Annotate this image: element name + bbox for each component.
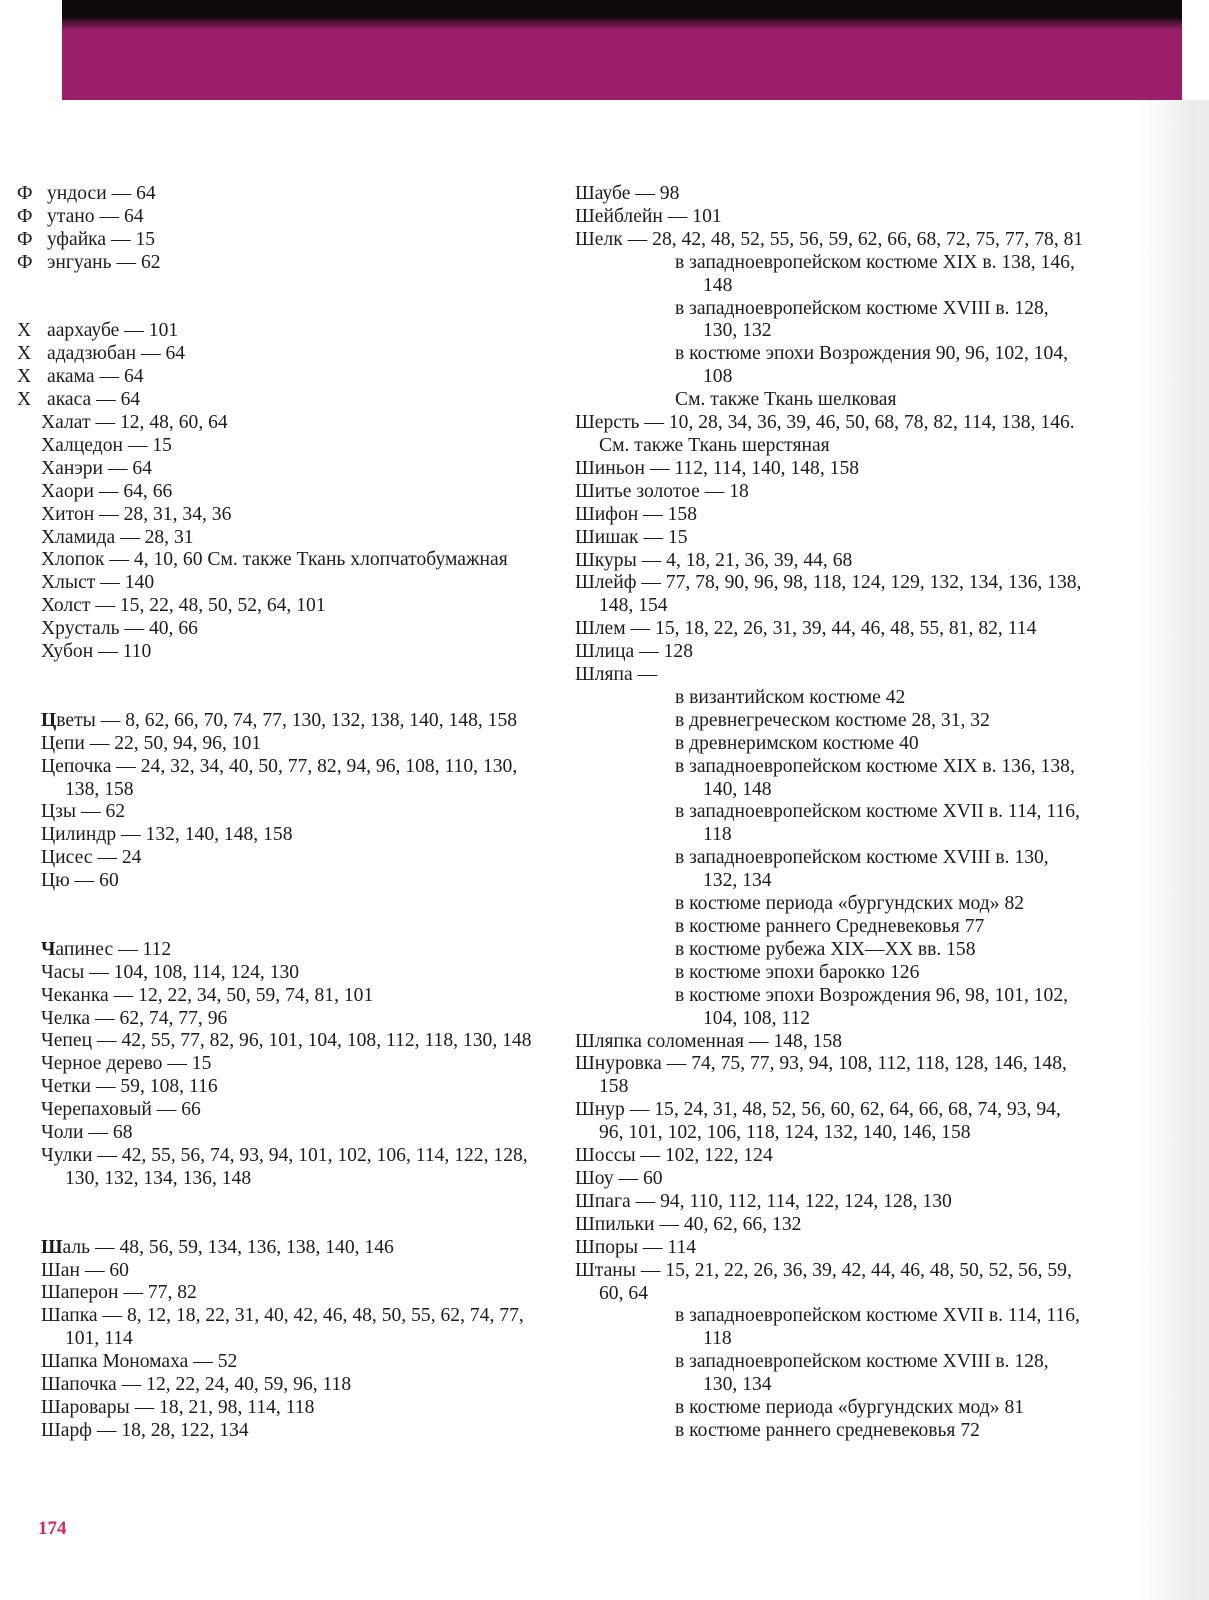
- letter-section-gap: [41, 664, 551, 710]
- index-subentry: в западноевропейском костюме XVII в. 114, 116, 118: [675, 801, 1080, 846]
- index-entry: Шпага — 94, 110, 112, 114, 122, 124, 128, 130: [575, 1190, 952, 1212]
- index-entry: Цветы — 8, 62, 66, 70, 74, 77, 130, 132, 138, 140, 148, 158: [41, 709, 518, 731]
- letter-section-gap: [41, 275, 551, 321]
- index-entry: Цисес — 24: [41, 847, 142, 869]
- letter-section-gap: [41, 1191, 551, 1237]
- letter-section-gap: [41, 893, 551, 939]
- index-entry: Чапинес — 112: [41, 938, 172, 960]
- index-subentry: в западноевропейском костюме XVIII в. 128, 130, 134: [675, 1351, 1049, 1396]
- index-entry: Шаубе — 98: [575, 183, 680, 204]
- index-entry: Х акаса — 64: [17, 389, 141, 411]
- index-entry: Штаны — 15, 21, 22, 26, 36, 39, 42, 44, 46, 48, 50, 52, 56, 59, 60, 64: [575, 1259, 1072, 1304]
- index-entry: Челка — 62, 74, 77, 96: [41, 1007, 228, 1029]
- index-entry: Шляпа —: [575, 664, 658, 686]
- index-subentry: в западноевропейском костюме XVIII в. 130, 132, 134: [675, 847, 1049, 892]
- index-entry: Холст — 15, 22, 48, 50, 52, 64, 101: [41, 595, 326, 617]
- index-entry: Шарф — 18, 28, 122, 134: [41, 1419, 249, 1441]
- index-entry: Чоли — 68: [41, 1122, 133, 1144]
- index-entry: Шкуры — 4, 18, 21, 36, 39, 44, 68: [575, 549, 853, 571]
- index-entry: Хлыст — 140: [41, 572, 155, 594]
- index-entry: Хубон — 110: [41, 641, 152, 663]
- index-entry: Черное дерево — 15: [41, 1053, 212, 1075]
- index-entry: Хитон — 28, 31, 34, 36: [41, 503, 232, 525]
- index-entry: Цилиндр — 132, 140, 148, 158: [41, 824, 293, 846]
- index-entry: Шитье золотое — 18: [575, 480, 749, 502]
- index-entry: Шнур — 15, 24, 31, 48, 52, 56, 60, 62, 64, 66, 68, 74, 93, 94, 96, 101, 102, 106, 118, 124, 132, 140, 146, 158: [575, 1099, 1061, 1144]
- index-column-right: [575, 183, 1085, 1443]
- index-entry: Шлейф — 77, 78, 90, 96, 98, 118, 124, 129, 132, 134, 136, 138, 148, 154: [575, 572, 1082, 617]
- index-entry: Четки — 59, 108, 116: [41, 1076, 218, 1098]
- index-entry: Шерсть — 10, 28, 34, 36, 39, 46, 50, 68, 78, 82, 114, 138, 146. См. также Ткань шерстяная: [575, 412, 1075, 456]
- index-entry: Ф ундоси — 64: [17, 183, 156, 204]
- index-entry: Шоссы — 102, 122, 124: [575, 1145, 773, 1167]
- index-subentry: в древнегреческом костюме 28, 31, 32: [675, 709, 990, 731]
- index-entry: Шлем — 15, 18, 22, 26, 31, 39, 44, 46, 48, 55, 81, 82, 114: [575, 618, 1037, 640]
- index-subentry: См. также Ткань шелковая: [675, 389, 897, 411]
- index-entry: Шишак — 15: [575, 526, 688, 548]
- index-entry: Шнуровка — 74, 75, 77, 93, 94, 108, 112, 118, 128, 146, 148, 158: [575, 1053, 1067, 1098]
- index-entry: Ханэри — 64: [41, 457, 153, 479]
- index-entry: Х аархаубе — 101: [17, 320, 179, 342]
- index-entry: Шаперон — 77, 82: [41, 1282, 197, 1304]
- index-entry: Цю — 60: [41, 870, 119, 892]
- index-entry: Х ададзюбан — 64: [17, 343, 186, 365]
- index-subentry: в костюме эпохи Возрождения 96, 98, 101, 102, 104, 108, 112: [675, 984, 1069, 1029]
- index-entry: Шпильки — 40, 62, 66, 132: [575, 1213, 802, 1235]
- index-subentry: в костюме периода «бургундских мод» 81: [675, 1397, 1025, 1419]
- index-subentry: в западноевропейском костюме XIX в. 138, 146, 148: [675, 251, 1075, 296]
- index-entry: Хлопок — 4, 10, 60 См. также Ткань хлопчатобумажная: [41, 549, 508, 571]
- index-entry: Шиньон — 112, 114, 140, 148, 158: [575, 457, 860, 479]
- index-entry: Шапка Мономаха — 52: [41, 1351, 238, 1373]
- index-subentry: в костюме рубежа XIX—XX вв. 158: [675, 938, 976, 960]
- index-entry: Хламида — 28, 31: [41, 526, 194, 548]
- index-column-left: [17, 183, 551, 1443]
- index-subentry: в костюме эпохи барокко 126: [675, 961, 920, 983]
- index-subentry: в костюме эпохи Возрождения 90, 96, 102, 104, 108: [675, 343, 1069, 388]
- index-entry: Цепи — 22, 50, 94, 96, 101: [41, 732, 262, 754]
- index-entry: Ф энгуань — 62: [17, 251, 161, 273]
- index-entry: Шапка — 8, 12, 18, 22, 31, 40, 42, 46, 48, 50, 55, 62, 74, 77, 101, 114: [41, 1305, 524, 1350]
- index-entry: Халат — 12, 48, 60, 64: [41, 412, 228, 434]
- index-entry: Часы — 104, 108, 114, 124, 130: [41, 961, 300, 983]
- index-entry: Цепочка — 24, 32, 34, 40, 50, 77, 82, 94, 96, 108, 110, 130, 138, 158: [41, 755, 518, 800]
- page-number: 174: [38, 1518, 67, 1539]
- index-entry: Шляпка соломенная — 148, 158: [575, 1030, 843, 1052]
- index-entry: Шлица — 128: [575, 641, 693, 663]
- page-edge-shadow: [1137, 100, 1209, 1600]
- index-entry: Шейблейн — 101: [575, 205, 722, 227]
- index-entry: Шифон — 158: [575, 503, 698, 525]
- index-subentry: в древнеримском костюме 40: [675, 732, 919, 754]
- index-entry: Хрусталь — 40, 66: [41, 618, 198, 640]
- index-entry: Ф утано — 64: [17, 205, 144, 227]
- index-entry: Черепаховый — 66: [41, 1099, 201, 1121]
- index-subentry: в западноевропейском костюме XIX в. 136, 138, 140, 148: [675, 755, 1075, 800]
- index-entry: Шаровары — 18, 21, 98, 114, 118: [41, 1396, 315, 1418]
- index-subentry: в западноевропейском костюме XVII в. 114, 116, 118: [675, 1305, 1080, 1350]
- index-entry: Шелк — 28, 42, 48, 52, 55, 56, 59, 62, 66, 68, 72, 75, 77, 78, 81: [575, 228, 1084, 250]
- index-entry: Шан — 60: [41, 1259, 129, 1281]
- index-entry: Чепец — 42, 55, 77, 82, 96, 101, 104, 108, 112, 118, 130, 148: [41, 1030, 532, 1052]
- index-entry: Чеканка — 12, 22, 34, 50, 59, 74, 81, 101: [41, 984, 374, 1006]
- index-entry: Х акама — 64: [17, 366, 144, 388]
- index-entry: Хаори — 64, 66: [41, 480, 173, 502]
- index-entry: Халцедон — 15: [41, 434, 172, 456]
- index-entry: Чулки — 42, 55, 56, 74, 93, 94, 101, 102, 106, 114, 122, 128, 130, 132, 134, 136, 148: [41, 1145, 528, 1189]
- index-entry: Шоу — 60: [575, 1167, 663, 1189]
- index-subentry: в костюме раннего средневековья 72: [675, 1419, 980, 1441]
- index-entry: Ф уфайка — 15: [17, 228, 156, 250]
- index-subentry: в костюме периода «бургундских мод» 82: [675, 893, 1025, 915]
- header-color-band: [62, 0, 1182, 100]
- index-entry: Цзы — 62: [41, 801, 126, 823]
- index-entry: Шаль — 48, 56, 59, 134, 136, 138, 140, 146: [41, 1236, 394, 1258]
- index-subentry: в византийском костюме 42: [675, 686, 906, 708]
- index-entry: Шапочка — 12, 22, 24, 40, 59, 96, 118: [41, 1374, 352, 1396]
- index-subentry: в западноевропейском костюме XVIII в. 128, 130, 132: [675, 297, 1049, 342]
- index-subentry: в костюме раннего Средневековья 77: [675, 916, 985, 937]
- index-entry: Шпоры — 114: [575, 1236, 697, 1258]
